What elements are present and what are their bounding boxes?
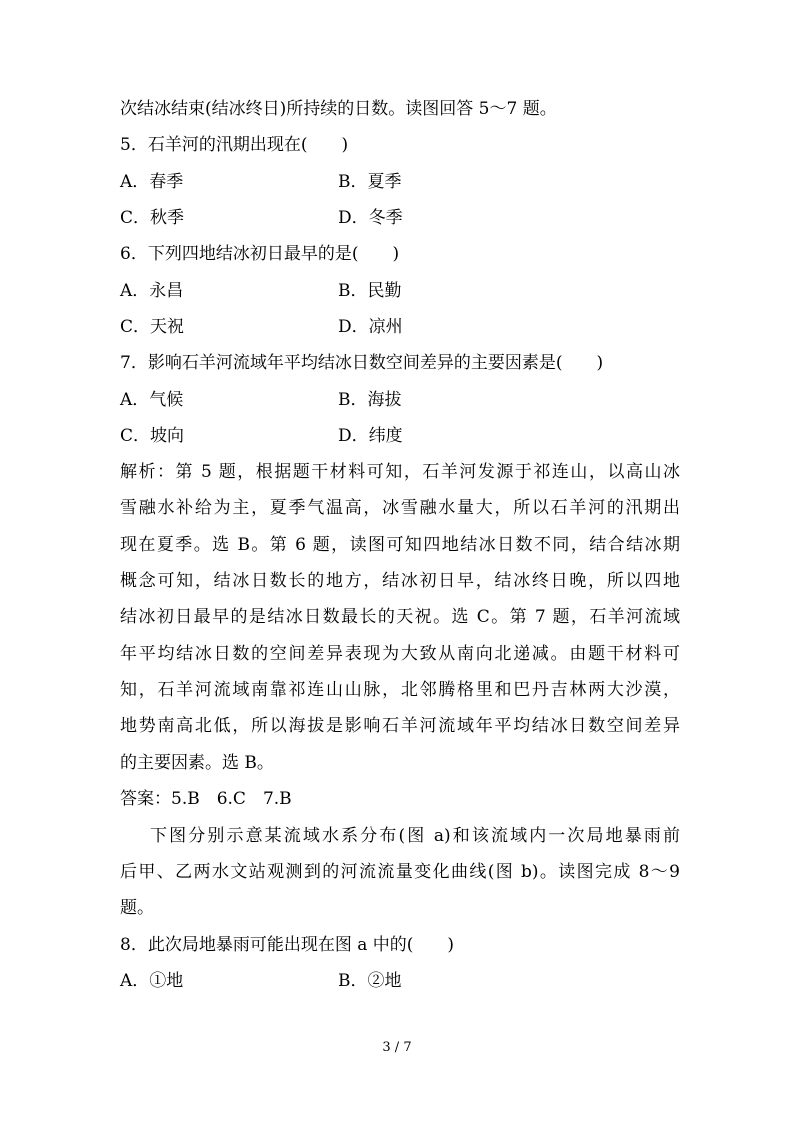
explanation-line: 概念可知，结冰日数长的地方，结冰初日早，结冰终日晚，所以四地 [120,571,680,591]
explanation-line: 雪融水补给为主，夏季气温高，冰雪融水量大，所以石羊河的汛期出 [120,498,680,518]
option-7d: D．纬度 [338,426,403,446]
explanation-line: 现在夏季。选 B。第 6 题，读图可知四地结冰日数不同，结合结冰期 [120,535,680,555]
option-6b: B．民勤 [338,281,402,301]
passage-line: 后甲、乙两水文站观测到的河流流量变化曲线(图 b)。读图完成 8～9 [120,862,680,882]
explanation-line: 的主要因素。选 B。 [120,753,274,773]
question-8: 8．此次局地暴雨可能出现在图 a 中的( ) [120,935,455,955]
explanation-line: 年平均结冰日数的空间差异表现为大致从南向北递减。由题干材料可 [120,644,680,664]
question-6: 6．下列四地结冰初日最早的是( ) [120,244,400,264]
option-8b: B．②地 [338,971,402,991]
option-5d: D．冬季 [338,208,403,228]
explanation-line: 结冰初日最早的是结冰日数最长的天祝。选 C。第 7 题，石羊河流域 [120,607,680,627]
option-8a: A．①地 [120,971,184,991]
explanation-line: 解析：第 5 题，根据题干材料可知，石羊河发源于祁连山，以高山冰 [120,462,680,482]
option-6d: D．凉州 [338,317,403,337]
option-5a: A．春季 [120,172,184,192]
question-5: 5．石羊河的汛期出现在( ) [120,135,349,155]
explanation-line: 地势南高北低，所以海拔是影响石羊河流域年平均结冰日数空间差异 [120,716,680,736]
passage-line: 题。 [120,898,154,918]
text-line: 次结冰结束(结冰终日)所持续的日数。读图回答 5～7 题。 [120,99,557,119]
option-7c: C．坡向 [120,426,185,446]
option-7a: A．气候 [120,390,184,410]
passage-line: 下图分别示意某流域水系分布(图 a)和该流域内一次局地暴雨前 [150,826,680,846]
option-7b: B．海拔 [338,390,402,410]
option-6a: A．永昌 [120,281,184,301]
option-6c: C．天祝 [120,317,185,337]
explanation-line: 知，石羊河流域南靠祁连山山脉，北邻腾格里和巴丹吉林两大沙漠， [120,680,680,700]
question-7: 7．影响石羊河流域年平均结冰日数空间差异的主要因素是( ) [120,353,604,373]
option-5c: C．秋季 [120,208,185,228]
answer-line: 答案：5.B 6.C 7.B [120,789,292,809]
option-5b: B．夏季 [338,172,402,192]
page-number: 3 / 7 [382,1040,412,1055]
